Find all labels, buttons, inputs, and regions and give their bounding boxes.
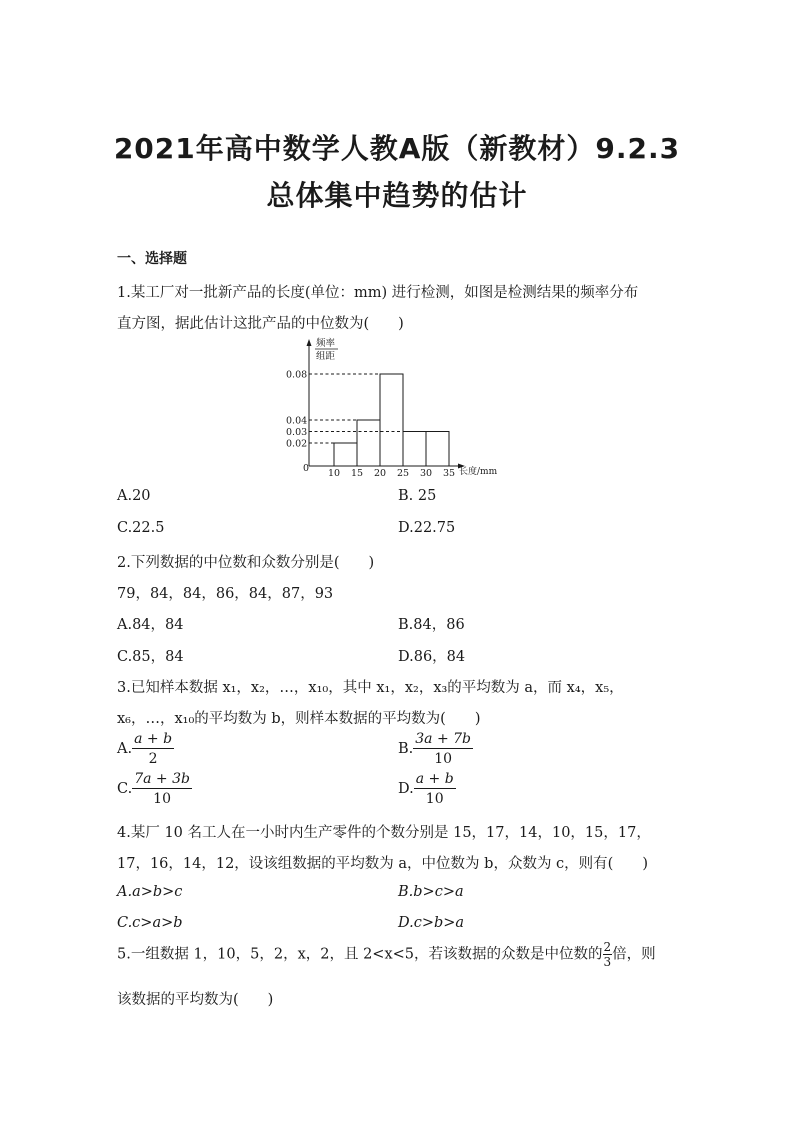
histogram-bar-25-30 <box>403 432 426 467</box>
q3-option-a-numerator: a + b <box>134 731 173 747</box>
q2-option-c: C.85，84 <box>117 649 184 665</box>
q3-option-c-denominator: 10 <box>153 791 171 807</box>
q3-option-d-label: D. <box>398 781 414 797</box>
origin-label: 0 <box>303 463 310 474</box>
q3-option-c <box>117 772 192 806</box>
histogram-bar-15-20 <box>357 420 380 466</box>
q3-option-a-fraction <box>132 732 174 766</box>
y-tick-label-0.03: 0.03 <box>286 427 308 438</box>
q4-option-a: A.a>b>c <box>117 884 183 900</box>
q3-option-d-numerator: a + b <box>415 771 454 787</box>
q3-text-line1: 3.已知样本数据 x₁，x₂，…，x₁₀，其中 x₁，x₂，x₃的平均数为 a，而 x₄，x₅， <box>117 680 624 696</box>
q4-option-b: B.b>c>a <box>398 884 464 900</box>
q3-option-a-denominator: 2 <box>148 751 158 767</box>
q3-option-b-label: B. <box>398 741 414 757</box>
q5-fraction <box>603 941 613 968</box>
x-tick-label-35: 35 <box>442 468 456 479</box>
q3-option-b-denominator: 10 <box>434 751 453 767</box>
q5-fraction-numerator: 2 <box>603 940 612 954</box>
histogram-bar-30-35 <box>426 432 449 467</box>
q3-option-c-numerator: 7a + 3b <box>134 771 190 787</box>
q1-option-c: C.22.5 <box>117 520 165 536</box>
y-tick-label-0.08: 0.08 <box>286 369 308 381</box>
q2-data: 79，84，84，86，84，87，93 <box>117 586 334 602</box>
x-tick-label-30: 30 <box>419 468 433 479</box>
q1-text-line2: 直方图，据此估计这批产品的中位数为( ) <box>117 316 404 332</box>
q4-text-line2: 17，16，14，12，设该组数据的平均数为 a，中位数为 b，众数为 c，则有( ) <box>117 856 648 872</box>
q3-option-c-label: C. <box>117 781 133 797</box>
q3-option-a <box>117 732 174 766</box>
section-heading: 一、选择题 <box>117 251 187 267</box>
histogram-bar-20-25 <box>380 374 403 466</box>
q2-option-b: B.84，86 <box>398 617 465 633</box>
x-tick-label-10: 10 <box>327 468 341 479</box>
q5-text-before: 5.一组数据 1，10，5，2，x，2，且 2<x<5，若该数据的众数是中位数的 <box>117 946 603 963</box>
q1-option-a: A.20 <box>117 488 151 504</box>
q1-option-b: B. 25 <box>398 488 437 504</box>
q5-text-line2: 该数据的平均数为( ) <box>117 992 274 1008</box>
q1-text-line1: 1.某工厂对一批新产品的长度(单位：mm) 进行检测，如图是检测结果的频率分布 <box>117 285 639 301</box>
y-tick-label-0.02: 0.02 <box>286 438 308 450</box>
x-tick-label-15: 15 <box>350 468 364 479</box>
q3-option-b-numerator: 3a + 7b <box>415 731 472 747</box>
histogram-bar-10-15 <box>334 443 357 466</box>
q4-text-line1: 4.某厂 10 名工人在一小时内生产零件的个数分别是 15，17，14，10，15，17， <box>117 825 651 841</box>
q3-option-a-label: A. <box>117 741 133 757</box>
q3-option-d-fraction <box>414 772 456 806</box>
frequency-histogram <box>278 337 518 479</box>
q4-option-c: C.c>a>b <box>117 915 183 931</box>
q3-option-d <box>398 772 456 806</box>
x-tick-label-20: 20 <box>373 468 387 479</box>
q4-option-d: D.c>b>a <box>398 915 465 931</box>
q3-text-line2: x₆，…，x₁₀的平均数为 b，则样本数据的平均数为( ) <box>117 711 481 727</box>
q2-text: 2.下列数据的中位数和众数分别是( ) <box>117 555 375 571</box>
q2-option-a: A.84，84 <box>117 617 184 633</box>
q1-option-d: D.22.75 <box>398 520 456 536</box>
q3-option-c-fraction <box>132 772 192 806</box>
q5-fraction-denominator: 3 <box>603 955 612 969</box>
q3-option-d-denominator: 10 <box>425 791 444 807</box>
q2-option-d: D.86，84 <box>398 649 466 665</box>
page-title-line2: 总体集中趋势的估计 <box>266 179 528 212</box>
x-tick-label-25: 25 <box>396 468 410 479</box>
q5-text-line1 <box>117 941 656 968</box>
ylabel-top: 频率 <box>316 338 336 349</box>
xlabel: 长度/mm <box>459 467 498 477</box>
y-tick-label-0.04: 0.04 <box>286 415 308 427</box>
ylabel-bottom: 组距 <box>316 351 336 362</box>
q3-option-b <box>398 732 473 766</box>
q3-option-b-fraction <box>413 732 473 766</box>
y-axis-arrow <box>307 339 312 346</box>
q5-text-after: 倍，则 <box>612 946 656 963</box>
page-title-line1: 2021年高中数学人教A版（新教材）9.2.3 <box>113 132 681 165</box>
